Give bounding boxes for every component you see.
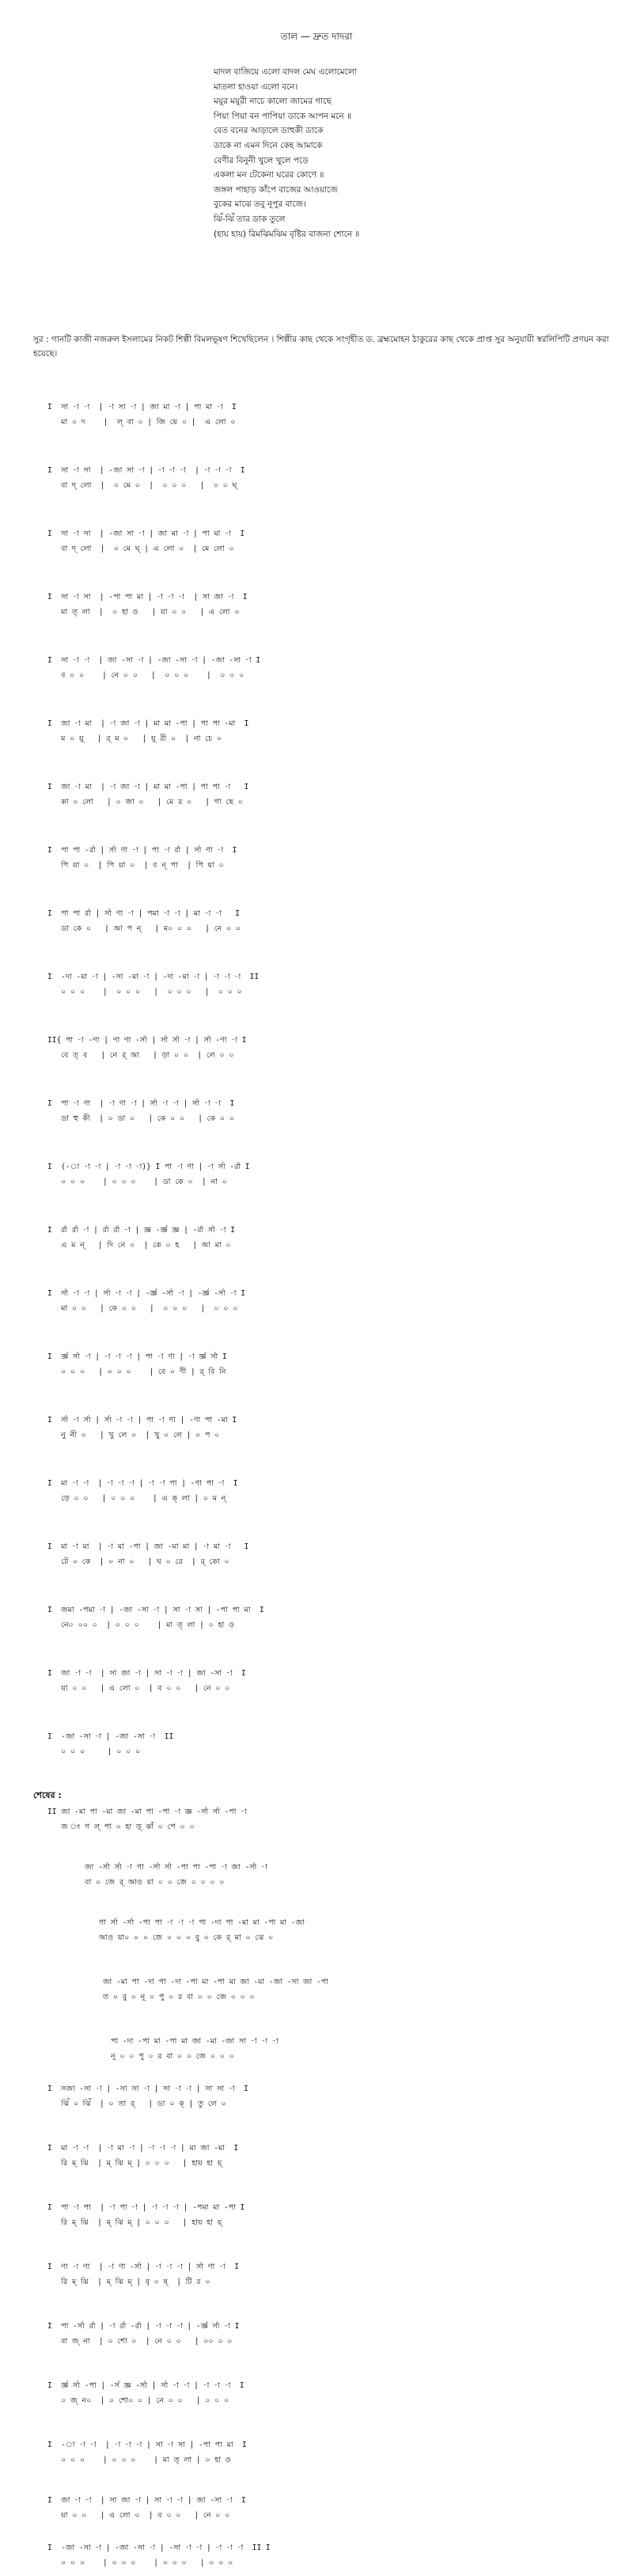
lyric-syllables: ০ ০ ০ | ০ ০ ০ | বে ০ ণী | র্ বি নি [47,1368,226,1376]
notation-row [47,1539,617,1569]
notation-row [47,780,617,810]
lyric-syllables: পি য়া ০ | পি য়া ০ | ব ন্ পা | পি য়া ০ [47,861,224,870]
swara-line: I জা -া -া | সা জা -া | সা -া -া | জা -সা -া I [47,2496,246,2505]
notation-row [103,1975,617,2005]
swara-line: I পা পা -র্রা | র্সা ণা -া | পা -া র্রা | র্সা ণা -া I [47,846,237,855]
notation-row [47,1033,617,1063]
notation-row [47,1413,617,1443]
swara-line: জা -র্সা র্সা -া গা -র্সা র্সা -পা পা -পা -া জা -র্সা -া [71,1863,267,1872]
notation-row [47,2540,617,2570]
notation-row [47,400,617,430]
notation-row [47,653,617,683]
lyric-syllables: ০ ০ ০ | ০ ০ ০ | ০ ০ ০ | ০ ০ ০ [47,2559,233,2567]
swara-line: গা র্সা -র্সা -পা পা -া -া -া পা -দা পা -মা মা -পা মা -জা [99,1918,305,1927]
lyric-line: (হায় হায়) রিমঝিমঝিম বৃষ্টির বাজনা শোনে ॥ [214,229,360,239]
notation-row [47,1804,617,1834]
notation-row [47,2378,617,2408]
swara-line: জা -মা পা -দা পা -দা -পা মা -পা মা জা -মা -জা -সা জা -পা [103,1978,328,1986]
swara-line: I -া -া -া | -া -া -া | সা -া সা | -পা পা মা I [47,2441,247,2449]
notation-row [47,2141,617,2171]
swara-line: I জা -া মা | -া জা -া | মা মা -পা | পা পা -মা I [47,719,249,728]
lyric-syllables: বা দ্ লো | ০ মে ০ | ০ ০ ০ | ০ ০ ঘ্ [47,481,237,490]
lyric-syllables: নূ ০ ০ পু ০ র বা ০ ০ জে ০ ০ ০ [111,2052,234,2061]
lyric-syllables: মা ত্ লা | ০ হা ও | য়া ০ ০ | এ লো ০ [47,608,240,616]
lyric-line: বেত বনের আড়ালে ডাহুকী ডাকে [214,126,324,136]
notation-row [47,969,617,1000]
notation-row [47,2438,617,2468]
swara-line: I পা -া পা | -া পা -া | -া -া -া | -পমা মা -পা I [47,2203,245,2212]
swara-line: I পা পা র্রা | র্সা ণা -া | পমা -া -া | মা -া -া I [47,909,240,918]
swara-line: I ণা -া ণা | -া ণা -র্সা | -া -া -া | র্সা ণা -া I [47,2263,239,2271]
lyric-line: ডাকে না এমন দিনে কেহ আমাকে [214,140,323,150]
notation-row [47,1223,617,1253]
lyric-syllables: রি ম্ ঝি | ম্ ঝি ম্ | ০ ০ ০ | হায় হা য়্ [47,2159,222,2168]
swara-line: I র্রা র্রা -া | র্রা র্রা -া | জ্ঞ -র্জ্ঞ জ্ঞ | -র্রা র্সা -া I [47,1226,235,1235]
swara-line: I মা -া মা | -া মা -পা | জা -মা মা | -া মা -া I [47,1542,249,1551]
notation-row [47,2259,617,2290]
notation-row [111,2034,617,2064]
lyric-line: একলা মন টেকেনা ঘরের কোণে ॥ [214,170,324,180]
swara-line: I -জা -সা -া | -জা -সা -া II [47,1732,174,1741]
lyric-syllables: য়া ০ ০ | এ লো ০ | ব ০ ০ | নে ০ ০ [47,1684,230,1693]
lyric-syllables: ০ ০ ০ | ০ ০ ০ | ডা কে ০ | না ০ [47,1178,227,1186]
notation-row [47,716,617,746]
lyric-syllables: নু নী ০ | খু লে ০ | খু ০ লে | ০ প ০ [47,1431,220,1440]
swara-line: I সা -া -া | জা -সা -া | -জা -সা -া | -জা -সা -া I [47,656,261,665]
lyric-syllables: এ ম ন্ | দি নে ০ | কে ০ হ | আ মা ০ [47,1241,231,1250]
swara-line: I পা -র্সা র্রা | -া র্রা -র্রা | -া -া -া | -র্জ্ঞ র্সা -া I [47,2322,240,2331]
lyric-syllables: ডা কে ০ | আ প ন্ | ম০ ০ ০ | নে ০ ০ [47,924,241,933]
swara-line: I জা -া -া | সা জা -া | সা -া -া | জা -সা -া I [47,1669,246,1678]
notation-row [47,2081,617,2111]
lyric-line: মাদল বাজিয়ে এলো বাদল মেঘ এলোমেলো [214,67,357,77]
notation-row [47,2493,617,2523]
lyric-syllables: আও য়া০ ০ ০ জে ০ ০ ০ বু ০ কে র্ মা ০ ঝে ০ [99,1933,274,1942]
swara-line: I সজা -সা -া | -সা সা -া | সা -া -া | সা সা -া I [47,2085,248,2093]
swara-line: I -জা -সা -া | -জা -সা -া | -সা -া -া | -া -া -া II I [47,2544,271,2552]
notation-row [47,1159,617,1189]
swara-line: I সা -া সা | -পা পা মা | -া -া -া | সা জা -া I [47,593,248,601]
lyric-line: বেণীর বিনুনী খুলে খুলে পড়ে [214,155,309,165]
swara-line: I মা -া -া | -া -া -া | -া -া পা | -ণা পা -া I [47,1479,238,1488]
lyric-syllables: ০ জ্ ন০ | ০ শো০ ০ | নে ০ ০ | ০ ০ ০ [47,2396,229,2405]
lyric-syllables: ০ ০ ০ | ০ ০ ০ | ০ ০ ০ | ০ ০ ০ [47,988,242,996]
lyric-line: জঙ্গল পাহাড় কাঁপে বাজের আওয়াজে [214,184,338,195]
lyric-syllables: রি ম্ ঝি | ম্ ঝি ম্ | ০ ০ ০ | হায় হা য়্ [47,2218,222,2227]
lyric-syllables: বা ০ জে র্ আও য়া ০ ০ জে ০ ০ ০ ০ [71,1878,225,1887]
swara-line: I -দা -মা -া | -সা -মা -া | -দা -মা -া | -া -া -া II [47,973,260,981]
swara-line: I র্জ্ঞ র্সা -পা | -র্স জ্ঞ -র্সা | র্সা -া -া | -া -া -া I [47,2381,244,2390]
lyric-syllables: বে ত্ ব | নে র্ আ | ড়া ০ ০ | লে ০ ০ [47,1051,234,1060]
lyric-syllables: নে০ ০০ ০ | ০ ০ ০ | মা ত্ লা | ০ হা ও [47,1621,234,1629]
notation-row [47,1349,617,1379]
notation-row [47,2319,617,2349]
lyric-syllables: টে ০ কে | ০ না ০ | ঘ ০ রে | র্ কো ০ [47,1557,229,1566]
lyric-syllables: ঝিঁ ০ ঝিঁ | ০ তা র্ | ডা ০ ক্ | তু লে ০ [47,2100,226,2108]
notation-row [99,1915,617,1945]
swara-line: I জমা -পমা -া | -জা -সা -া | সা -া সা | -পা পা মা I [47,1606,264,1614]
lyric-line: ঝিঁ-ঝিঁ তার ডাক তুলে [214,214,286,224]
lyric-syllables: ব ০ ০ | নে ০ ০ | ০ ০ ০ | ০ ০ ০ [47,671,244,680]
lyric-line: পিয়া পিয়া বন পাপিয়া ডাকে আপন মনে ॥ [214,111,351,121]
notation-row [47,906,617,936]
lyric-syllables: মা ০ ০ | কে ০ ০ | ০ ০ ০ | ০ ০ ০ [47,1304,238,1313]
swara-line: I সা -া -া | -া সা -া | জা মা -া | পা মা -া I [47,403,237,412]
notation-row [47,1096,617,1126]
notation-row [71,1860,617,1890]
lyric-syllables: মা ০ দ | ল্ বা ০ | জি য়ে ০ | এ লো ০ [47,418,236,427]
swara-line: পা -দা -পা মা -পা মা জা -মা -জা সা -া -া -া [111,2037,279,2046]
swara-line: I মা -া -া | -া মা -া | -া -া -া | মা জা -মা I [47,2144,239,2153]
lyric-syllables: জ ং গ ল্ পা ০ হা ড়্ কাঁ ০ পে ০ ০ [47,1823,195,1831]
lyric-line: ময়ূর ময়ূরী নাচে কালো জামের গাছে [214,97,332,107]
lyric-syllables: ০ ০ ০ | ০ ০ ০ | মা ত্ লা | ০ হা ও [47,2456,231,2464]
lyric-syllables: বা দ্ লো | ০ মে ঘ্ | এ লো ০ | মে লো ০ [47,544,234,553]
notation-row [47,1286,617,1316]
swara-line: I (-া -া -া | -া -া -া)} I পা -া ণা | -া র্সা -র্রা I [47,1163,250,1171]
notation-row [47,463,617,493]
lyric-line: বুকের মাঝে তবু নূপুর বাজে। [214,199,306,210]
lyric-line: মাতলা হাওয়া এলো বনে। [214,82,298,92]
lyric-syllables: ত ০ বু ০ নূ ০ পু ০ র বা ০ ০ জে ০ ০ ০ [103,1993,255,2001]
notation-row [47,1729,617,1759]
composition-note: সুর : গানটি কাজী নজরুল ইসলামের নিকট শিল্পী বিমলভূষণ শিখেছিলেন । শিল্পীর কাছ থেকে সংগৃহীত ড. ব্রহ্মমোহন ঠাকুরের কাছ থেকে প্রাপ্ত সুর অনুযায়ী স্বরলিপিটি প্রণয়ন করা হয়েছে। [33,335,609,359]
swara-line: I পা -া ণা | -া ণা -া | র্সা -া -া | র্সা -া -া I [47,1099,235,1108]
lyric-syllables: ডা হু কী | ০ ডা ০ | কে ০ ০ | কে ০ ০ [47,1114,234,1123]
lyric-syllables: ০ ০ ০ | ০ ০ ০ [47,1747,141,1756]
notation-row [47,2200,617,2230]
lyric-syllables: ম ০ য়ূ | র্ ম ০ | য়ূ রী ০ | না চে ০ [47,734,222,743]
swara-line: I সা -া সা | -জা সা -া | জা মা -া | পা মা -া I [47,529,245,538]
swara-line: I র্সা -া -া | র্সা -া -া | -র্জ্ঞ -র্সা -া | -র্জ্ঞ -র্সা -া I [47,1289,245,1298]
swara-line: I সা -া সা | -জা সা -া | -া -া -া | -া -া -া I [47,466,245,475]
lyric-syllables: কা ০ লো | ০ জা ০ | মে র ০ | গা ছে ০ [47,798,243,806]
notation-row [47,1666,617,1696]
lyric-syllables: য়া ০ ০ | এ লো ০ | ব ০ ০ | নে ০ ০ [47,2511,230,2520]
swara-line: I র্সা -া র্সা | র্সা -া -া | পা -া ণা | -ণা পা -মা I [47,1416,237,1425]
notation-row [47,1603,617,1633]
swara-line: II{ পা -া -ণা | ণা ণা -র্সা | র্সা র্সা -া | র্সা -ণা -া I [47,1036,247,1045]
song-title: তাল — দ্রুত দাদরা [280,31,353,42]
swara-line: II জা -মা পা -মা জা -মা পা -পা -া জ্ঞ -র্সা র্সা -পা -া [47,1808,248,1816]
notation-row [47,1476,617,1506]
song-lyrics [214,65,546,241]
lyric-syllables: বা জ্ না | ০ শো ০ | নে ০ ০ | ০০ ০ ০ [47,2337,233,2346]
notation-row [47,843,617,873]
swara-line: I জা -া মা | -া জা -া | মা মা -পা | পা পা -া I [47,783,249,791]
notation-row [47,590,617,620]
notation-row [47,526,617,556]
lyric-syllables: ড়ে ০ ০ | ০ ০ ০ | এ ক্ লা | ০ ম ন্ [47,1494,226,1503]
lyric-syllables: রি ম্ ঝি | ম্ ঝি ম্ | বৃ ০ ষ্ | টি র ০ [47,2278,210,2286]
section-heading: শেষের : [33,1790,62,1800]
swara-line: I র্জ্ঞ র্সা -া | -া -া -া | পা -া ণা | -া র্জ্ঞ র্সা I [47,1352,227,1361]
